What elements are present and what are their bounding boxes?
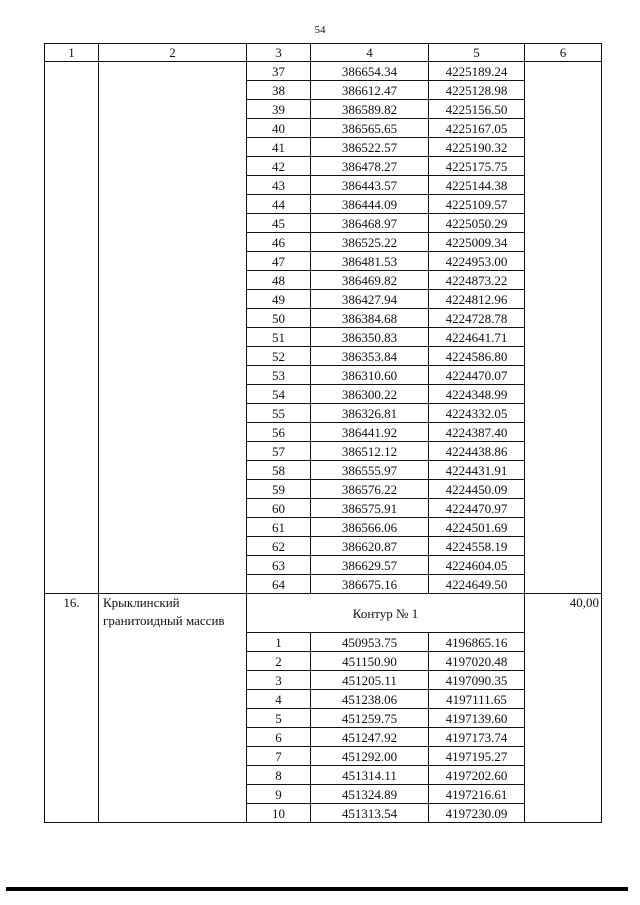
coord-x: 386565.65 [311, 119, 429, 138]
coord-x: 386441.92 [311, 423, 429, 442]
point-number: 57 [247, 442, 311, 461]
column-header: 6 [525, 44, 602, 62]
coord-y: 4224450.09 [429, 480, 525, 499]
coord-y: 4197139.60 [429, 709, 525, 728]
coord-y: 4224604.05 [429, 556, 525, 575]
point-number: 59 [247, 480, 311, 499]
coord-x: 386566.06 [311, 518, 429, 537]
coord-x: 386675.16 [311, 575, 429, 594]
coord-x: 386612.47 [311, 81, 429, 100]
coord-x: 386629.57 [311, 556, 429, 575]
point-number: 39 [247, 100, 311, 119]
coord-x: 386444.09 [311, 195, 429, 214]
point-number: 44 [247, 195, 311, 214]
coord-y: 4224873.22 [429, 271, 525, 290]
coord-y: 4197195.27 [429, 747, 525, 766]
coord-x: 386522.57 [311, 138, 429, 157]
coord-y: 4224501.69 [429, 518, 525, 537]
point-number: 8 [247, 766, 311, 785]
coord-x: 451247.92 [311, 728, 429, 747]
point-number: 58 [247, 461, 311, 480]
point-number: 6 [247, 728, 311, 747]
coord-x: 386310.60 [311, 366, 429, 385]
coord-x: 386443.57 [311, 176, 429, 195]
coord-x: 451259.75 [311, 709, 429, 728]
point-number: 37 [247, 62, 311, 81]
point-number: 4 [247, 690, 311, 709]
coord-x: 386350.83 [311, 328, 429, 347]
coord-y: 4224438.86 [429, 442, 525, 461]
coord-y: 4197020.48 [429, 652, 525, 671]
point-number: 48 [247, 271, 311, 290]
section-16-row [45, 594, 602, 633]
coord-y: 4197173.74 [429, 728, 525, 747]
coord-x: 386654.34 [311, 62, 429, 81]
coord-x: 386589.82 [311, 100, 429, 119]
point-number: 46 [247, 233, 311, 252]
column-header: 3 [247, 44, 311, 62]
coord-y: 4224586.80 [429, 347, 525, 366]
point-number: 53 [247, 366, 311, 385]
point-number: 62 [247, 537, 311, 556]
coord-x: 386620.87 [311, 537, 429, 556]
coord-y: 4197090.35 [429, 671, 525, 690]
contour-label: Контур № 1 [247, 594, 525, 633]
point-number: 50 [247, 309, 311, 328]
point-number: 60 [247, 499, 311, 518]
coord-y: 4225190.32 [429, 138, 525, 157]
page-number: 54 [314, 24, 326, 36]
coord-y: 4224470.97 [429, 499, 525, 518]
coord-y: 4224649.50 [429, 575, 525, 594]
coord-y: 4224348.99 [429, 385, 525, 404]
coord-y: 4225167.05 [429, 119, 525, 138]
column-header: 2 [99, 44, 247, 62]
coord-x: 451292.00 [311, 747, 429, 766]
coord-x: 386481.53 [311, 252, 429, 271]
bottom-rule [6, 887, 628, 891]
coord-y: 4225009.34 [429, 233, 525, 252]
section-name-cell [99, 62, 247, 594]
coord-y: 4224728.78 [429, 309, 525, 328]
point-number: 40 [247, 119, 311, 138]
coord-y: 4224641.71 [429, 328, 525, 347]
column-header: 5 [429, 44, 525, 62]
point-number: 43 [247, 176, 311, 195]
point-number: 45 [247, 214, 311, 233]
column-header: 4 [311, 44, 429, 62]
point-number: 41 [247, 138, 311, 157]
coord-x: 386555.97 [311, 461, 429, 480]
coord-x: 386478.27 [311, 157, 429, 176]
section-number-cell [45, 62, 99, 594]
area-cell [525, 62, 602, 594]
table-row [45, 62, 602, 81]
table-header-row [45, 44, 602, 62]
point-number: 64 [247, 575, 311, 594]
point-number: 10 [247, 804, 311, 823]
coord-y: 4225128.98 [429, 81, 525, 100]
point-number: 52 [247, 347, 311, 366]
coord-y: 4224431.91 [429, 461, 525, 480]
coord-x: 386353.84 [311, 347, 429, 366]
section-number: 16. [45, 594, 99, 823]
coord-y: 4224558.19 [429, 537, 525, 556]
point-number: 47 [247, 252, 311, 271]
coord-y: 4224470.07 [429, 366, 525, 385]
coord-x: 450953.75 [311, 633, 429, 652]
point-number: 42 [247, 157, 311, 176]
point-number: 49 [247, 290, 311, 309]
coord-x: 386427.94 [311, 290, 429, 309]
coord-x: 451238.06 [311, 690, 429, 709]
coord-y: 4196865.16 [429, 633, 525, 652]
column-header: 1 [45, 44, 99, 62]
coord-x: 386326.81 [311, 404, 429, 423]
coord-y: 4225050.29 [429, 214, 525, 233]
point-number: 7 [247, 747, 311, 766]
coord-x: 451324.89 [311, 785, 429, 804]
coord-x: 386468.97 [311, 214, 429, 233]
coord-x: 386525.22 [311, 233, 429, 252]
coord-y: 4224387.40 [429, 423, 525, 442]
point-number: 3 [247, 671, 311, 690]
coord-y: 4197230.09 [429, 804, 525, 823]
point-number: 5 [247, 709, 311, 728]
coordinates-table [44, 43, 602, 823]
point-number: 9 [247, 785, 311, 804]
coord-x: 451205.11 [311, 671, 429, 690]
coord-y: 4197111.65 [429, 690, 525, 709]
coord-x: 451314.11 [311, 766, 429, 785]
point-number: 54 [247, 385, 311, 404]
point-number: 56 [247, 423, 311, 442]
point-number: 1 [247, 633, 311, 652]
coord-y: 4225109.57 [429, 195, 525, 214]
coord-y: 4225144.38 [429, 176, 525, 195]
point-number: 55 [247, 404, 311, 423]
coord-y: 4225156.50 [429, 100, 525, 119]
coord-x: 451150.90 [311, 652, 429, 671]
coord-x: 386384.68 [311, 309, 429, 328]
coord-y: 4197216.61 [429, 785, 525, 804]
coord-x: 386300.22 [311, 385, 429, 404]
coord-x: 386576.22 [311, 480, 429, 499]
section-name: Крыклинский гранитоидный массив [99, 594, 247, 823]
point-number: 51 [247, 328, 311, 347]
coord-y: 4197202.60 [429, 766, 525, 785]
coord-y: 4224953.00 [429, 252, 525, 271]
coord-x: 451313.54 [311, 804, 429, 823]
area-value: 40,00 [525, 594, 602, 823]
coord-y: 4225189.24 [429, 62, 525, 81]
coord-x: 386512.12 [311, 442, 429, 461]
coord-x: 386575.91 [311, 499, 429, 518]
point-number: 2 [247, 652, 311, 671]
point-number: 63 [247, 556, 311, 575]
coord-x: 386469.82 [311, 271, 429, 290]
point-number: 61 [247, 518, 311, 537]
point-number: 38 [247, 81, 311, 100]
coord-y: 4224812.96 [429, 290, 525, 309]
coord-y: 4224332.05 [429, 404, 525, 423]
coord-y: 4225175.75 [429, 157, 525, 176]
